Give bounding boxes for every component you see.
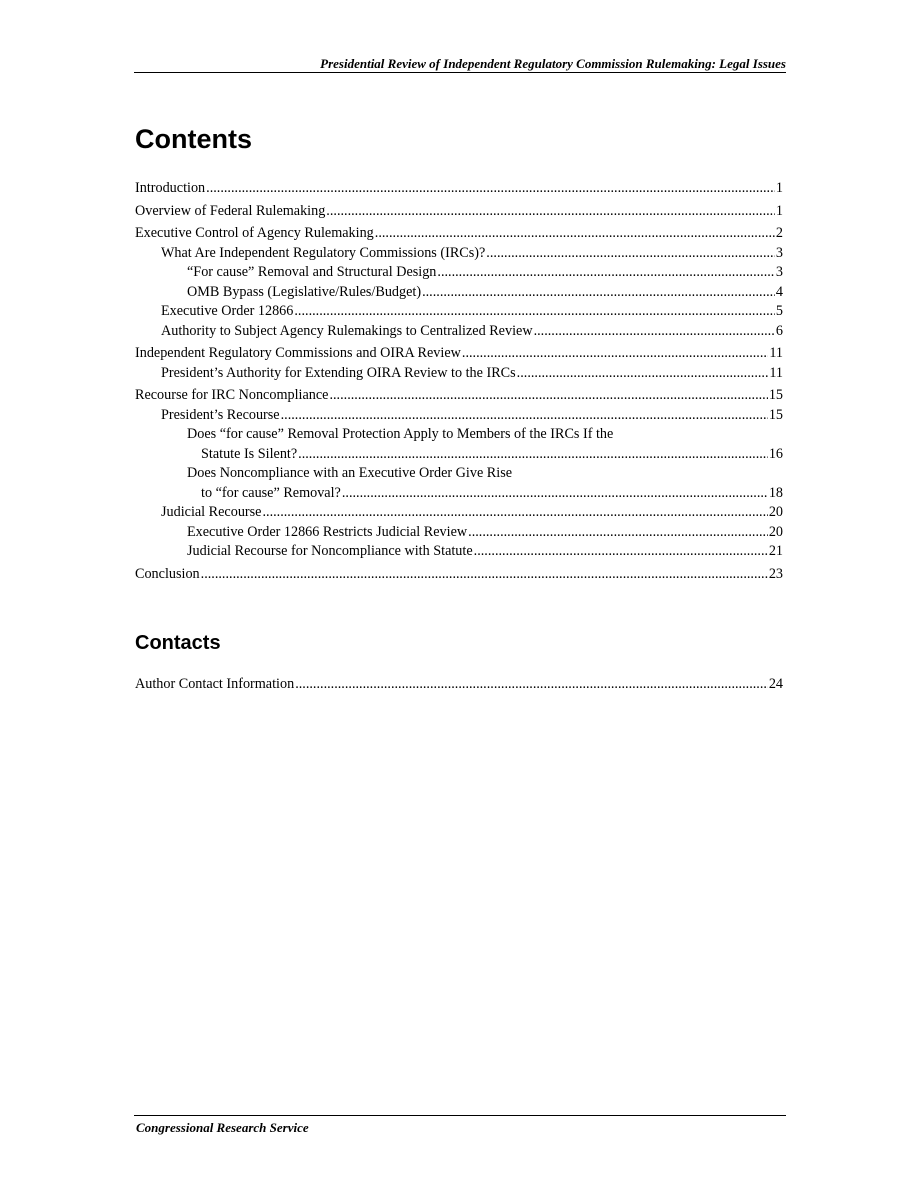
toc-leader-dots (298, 445, 768, 465)
toc-entry-label[interactable]: President’s Recourse (161, 406, 280, 423)
toc-entry-label[interactable]: Executive Order 12866 (161, 303, 294, 319)
running-header: Presidential Review of Independent Regulatory Commission Rulemaking: Legal Issues (320, 56, 786, 71)
toc-page-number: 24 (768, 676, 783, 692)
toc-leader-dots (262, 503, 767, 523)
toc-entry[interactable] (135, 523, 783, 543)
toc-leader-dots (517, 364, 769, 384)
toc-leader-dots (281, 406, 768, 426)
header-rule (134, 72, 786, 73)
toc-leader-dots (486, 244, 775, 264)
toc-page-number: 16 (768, 445, 783, 462)
toc-leader-dots (468, 523, 768, 543)
toc-entry-label[interactable]: Does “for cause” Removal Protection Apply to Members of the IRCs If the (187, 426, 614, 442)
toc-leader-dots (329, 386, 767, 406)
toc-entry[interactable] (135, 244, 783, 264)
toc-page-number: 3 (775, 244, 783, 261)
toc-leader-dots (474, 542, 768, 562)
toc-leader-dots (422, 283, 775, 303)
toc-page-number: 20 (768, 504, 783, 520)
toc-page-number: 11 (769, 345, 783, 361)
toc-entry-label[interactable]: Does Noncompliance with an Executive Order Give Rise (187, 465, 513, 481)
toc-entry[interactable] (135, 565, 783, 585)
toc-leader-dots (326, 202, 775, 222)
toc-page-number: 5 (775, 303, 783, 319)
toc-entry[interactable] (135, 675, 783, 695)
toc-entry[interactable] (135, 386, 783, 406)
toc-page-number: 15 (768, 406, 783, 423)
toc-entry-label[interactable]: Executive Control of Agency Rulemaking (135, 225, 374, 241)
toc-page-number: 23 (768, 565, 783, 582)
toc-entry-label[interactable]: Overview of Federal Rulemaking (135, 202, 326, 219)
toc-entry-label[interactable]: Authority to Subject Agency Rulemakings to Centralized Review (161, 322, 533, 339)
toc-entry-label[interactable]: OMB Bypass (Legislative/Rules/Budget) (187, 283, 422, 300)
toc-page-number: 2 (775, 225, 783, 241)
toc-entry[interactable] (135, 425, 783, 464)
toc-entry[interactable] (135, 263, 783, 283)
toc-entry[interactable] (135, 302, 783, 322)
toc-entry[interactable] (135, 364, 783, 384)
toc-entry[interactable] (135, 322, 783, 342)
toc-entry[interactable] (135, 344, 783, 364)
toc-leader-dots (294, 302, 775, 322)
toc-leader-dots (295, 675, 768, 695)
toc-entry-label[interactable]: Judicial Recourse (161, 504, 262, 520)
toc-entry[interactable] (135, 179, 783, 199)
toc-entry[interactable] (135, 202, 783, 222)
toc-entry-label[interactable]: “For cause” Removal and Structural Design (187, 264, 437, 280)
toc-entry-label[interactable]: Recourse for IRC Noncompliance (135, 387, 329, 403)
contacts-list (135, 672, 783, 695)
toc-page-number: 1 (775, 202, 783, 219)
toc-entry-label[interactable]: Author Contact Information (135, 676, 295, 692)
toc-page-number: 15 (768, 387, 783, 403)
toc-page-number: 21 (768, 543, 783, 559)
toc-entry-label-continuation[interactable]: to “for cause” Removal? (201, 484, 341, 501)
toc-leader-dots (342, 484, 768, 504)
toc-entry-label[interactable]: Conclusion (135, 565, 200, 582)
toc-entry-label[interactable]: Introduction (135, 180, 206, 196)
toc-entry-label[interactable]: Executive Order 12866 Restricts Judicial Review (187, 523, 468, 540)
toc-page-number: 6 (775, 322, 783, 339)
table-of-contents (135, 176, 783, 584)
toc-entry-label[interactable]: Independent Regulatory Commissions and OIRA Review (135, 345, 461, 361)
toc-entry[interactable] (135, 542, 783, 562)
toc-entry-label[interactable]: Judicial Recourse for Noncompliance with Statute (187, 543, 473, 559)
contacts-title: Contacts (135, 632, 221, 654)
toc-entry[interactable] (135, 503, 783, 523)
toc-page-number: 11 (769, 364, 783, 381)
toc-entry[interactable] (135, 283, 783, 303)
toc-page-number: 18 (768, 484, 783, 501)
toc-leader-dots (437, 263, 775, 283)
toc-entry[interactable] (135, 464, 783, 503)
toc-leader-dots (534, 322, 775, 342)
toc-entry-label[interactable]: What Are Independent Regulatory Commissions (IRCs)? (161, 244, 486, 261)
toc-leader-dots (201, 565, 768, 585)
toc-entry-label[interactable]: President’s Authority for Extending OIRA Review to the IRCs (161, 364, 516, 381)
toc-entry-label-continuation[interactable]: Statute Is Silent? (201, 445, 298, 462)
running-footer: Congressional Research Service (136, 1120, 309, 1135)
footer-rule (134, 1115, 786, 1116)
toc-page-number: 20 (768, 523, 783, 540)
toc-page-number: 4 (775, 283, 783, 300)
toc-leader-dots (206, 179, 775, 199)
toc-entry[interactable] (135, 224, 783, 244)
toc-page-number: 3 (775, 264, 783, 280)
toc-entry[interactable] (135, 406, 783, 426)
toc-page-number: 1 (775, 180, 783, 196)
contents-title: Contents (135, 124, 252, 154)
toc-leader-dots (462, 344, 768, 364)
toc-leader-dots (375, 224, 775, 244)
